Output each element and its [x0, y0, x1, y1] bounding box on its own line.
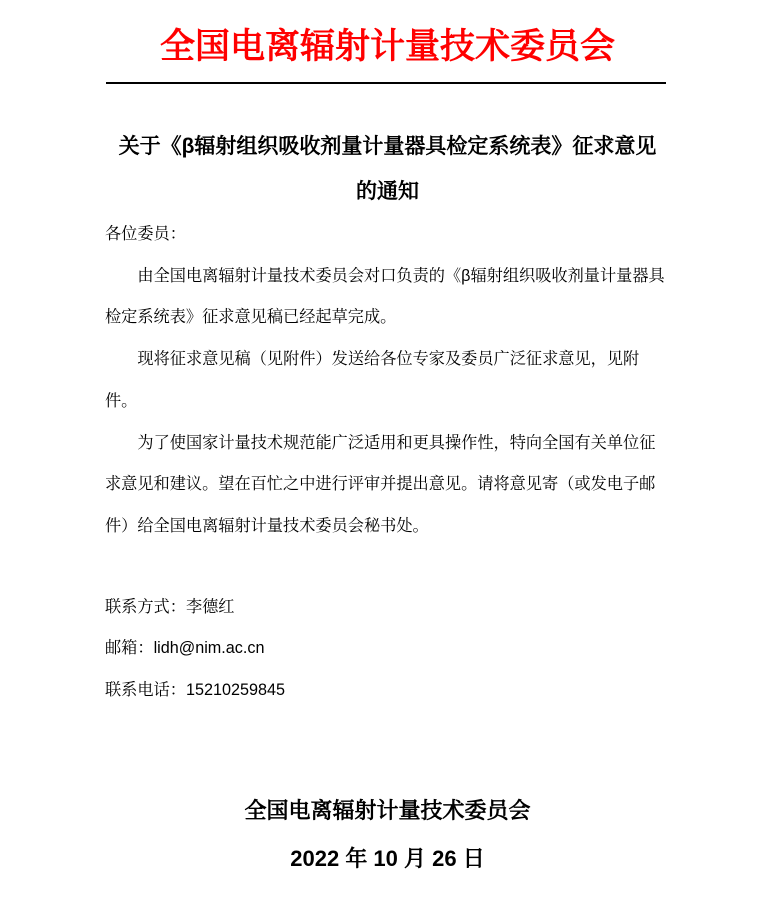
contact-phone-row: [105, 670, 670, 712]
letterhead: [105, 24, 670, 84]
notice-title: [105, 124, 670, 214]
contact-email-value: lidh@nim.ac.cn: [153, 639, 265, 658]
paragraph-draft-complete: 由全国电离辐射计量技术委员会对口负责的《β辐射组织吸收剂量计量器具检定系统表》征求意见稿已经起草完成。: [105, 266, 665, 327]
header-divider: [106, 82, 666, 84]
notice-title-line-1: 关于《β辐射组织吸收剂量计量器具检定系统表》征求意见: [118, 135, 657, 158]
contact-phone-value: 15210259845: [185, 681, 285, 700]
contact-person-value: 李德红: [185, 597, 235, 616]
signature-block: [105, 787, 670, 883]
contact-phone-label: 联系电话：: [105, 681, 186, 700]
paragraph-send-draft: 现将征求意见稿（见附件）发送给各位专家及委员广泛征求意见，见附件。: [105, 350, 640, 410]
contact-block: [105, 587, 670, 712]
paragraph-request-comments: 为了使国家计量技术规范能广泛适用和更具操作性，特向全国有关单位征求意见和建议。望在百忙之中进行评审并提出意见。请将意见寄（或发电子邮件）给全国电离辐射计量技术委员会秘书处。: [105, 433, 656, 535]
contact-person-row: [105, 587, 670, 629]
contact-person-label: 联系方式：: [105, 597, 186, 616]
org-title: 全国电离辐射计量技术委员会: [159, 27, 615, 66]
contact-email-label: 邮箱：: [105, 639, 154, 658]
greeting-line: 各位委员：: [105, 225, 186, 243]
notice-title-line-2: 的通知: [356, 180, 419, 203]
notice-body: [105, 124, 670, 712]
notice-paragraphs: [105, 214, 670, 548]
contact-email-row: [105, 628, 670, 670]
signature-org: 全国电离辐射计量技术委员会: [244, 797, 531, 823]
signature-date: 2022 年 10 月 26 日: [290, 845, 485, 871]
